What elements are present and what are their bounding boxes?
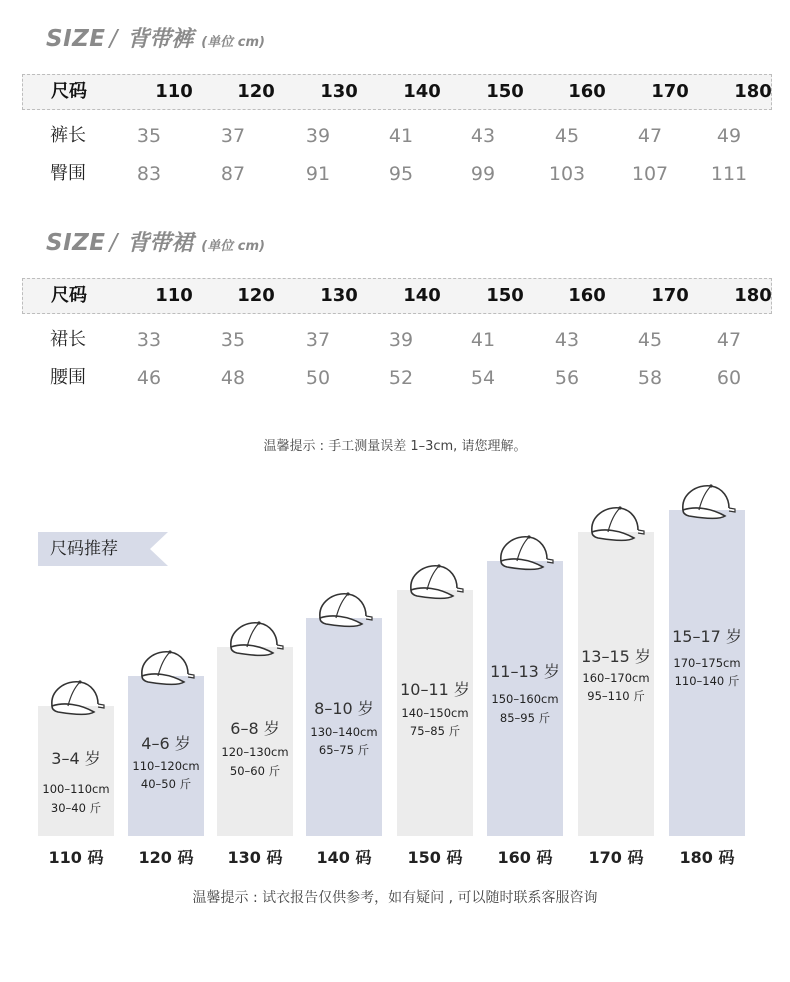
size-column-110 xyxy=(38,706,114,836)
value-cell: 107 xyxy=(631,163,669,185)
value-cell: 43 xyxy=(554,329,580,351)
size-header-row xyxy=(22,278,772,314)
cap-icon xyxy=(44,676,110,720)
value-cell: 111 xyxy=(710,163,748,185)
product-name: 背带裤 xyxy=(127,27,194,52)
value-cell: 35 xyxy=(220,329,246,351)
height-range: 170–175cm xyxy=(673,656,741,670)
size-cell: 160 xyxy=(568,285,606,306)
height-range: 150–160cm xyxy=(491,692,559,706)
size-column-160 xyxy=(487,561,563,836)
title-slash: / xyxy=(109,230,118,256)
value-cell: 47 xyxy=(637,125,663,147)
value-cell: 103 xyxy=(548,163,586,185)
size-cell: 130 xyxy=(320,285,358,306)
age-range: 8–10 岁 xyxy=(314,699,374,718)
value-cell: 47 xyxy=(716,329,742,351)
value-cell: 43 xyxy=(470,125,496,147)
size-column-180 xyxy=(669,510,745,836)
value-cell: 83 xyxy=(136,163,162,185)
weight-range: 40–50 斤 xyxy=(140,777,192,791)
cap-icon xyxy=(675,480,741,524)
size-label: 170 码 xyxy=(588,848,644,867)
measure-tip: 温馨提示 : 手工测量误差 1–3cm, 请您理解。 xyxy=(263,439,527,454)
size-cell: 110 xyxy=(155,81,193,102)
size-column-170 xyxy=(578,532,654,836)
size-label: 180 码 xyxy=(679,848,735,867)
value-cell: 87 xyxy=(220,163,246,185)
header-label: 尺码 xyxy=(51,285,87,306)
value-cell: 37 xyxy=(305,329,331,351)
size-cell: 150 xyxy=(486,81,524,102)
value-cell: 95 xyxy=(388,163,414,185)
size-column-120 xyxy=(128,676,204,836)
size-label: 110 码 xyxy=(48,848,104,867)
weight-range: 85–95 斤 xyxy=(499,711,551,725)
age-range: 3–4 岁 xyxy=(51,749,101,768)
product-name: 背带裙 xyxy=(127,231,194,256)
row-label: 裤长 xyxy=(50,125,86,146)
value-cell: 52 xyxy=(388,367,414,389)
value-cell: 99 xyxy=(470,163,496,185)
value-cell: 35 xyxy=(136,125,162,147)
size-cell: 140 xyxy=(403,81,441,102)
weight-range: 95–110 斤 xyxy=(587,689,645,703)
row-label: 腰围 xyxy=(50,367,86,388)
size-word: SIZE xyxy=(46,26,106,52)
size-label: 160 码 xyxy=(497,848,553,867)
value-cell: 37 xyxy=(220,125,246,147)
header-label: 尺码 xyxy=(51,81,87,102)
value-cell: 60 xyxy=(716,367,742,389)
value-cell: 48 xyxy=(220,367,246,389)
value-cell: 54 xyxy=(470,367,496,389)
value-cell: 45 xyxy=(554,125,580,147)
size-cell: 110 xyxy=(155,285,193,306)
height-range: 100–110cm xyxy=(42,782,110,796)
table-row xyxy=(22,121,772,151)
size-cell: 120 xyxy=(237,81,275,102)
size-cell: 160 xyxy=(568,81,606,102)
age-range: 4–6 岁 xyxy=(141,734,191,753)
value-cell: 39 xyxy=(305,125,331,147)
unit-label: (单位 cm) xyxy=(201,239,265,254)
size-column-150 xyxy=(397,590,473,836)
cap-icon xyxy=(493,531,559,575)
cap-icon xyxy=(223,617,289,661)
table-row xyxy=(22,325,772,355)
size-cell: 140 xyxy=(403,285,441,306)
size-column-140 xyxy=(306,618,382,836)
age-range: 6–8 岁 xyxy=(230,719,280,738)
age-range: 15–17 岁 xyxy=(672,627,742,646)
value-cell: 58 xyxy=(637,367,663,389)
size-cell: 180 xyxy=(734,81,772,102)
recommend-title: 尺码推荐 xyxy=(50,539,118,559)
table-title-overalls xyxy=(46,22,265,53)
value-cell: 45 xyxy=(637,329,663,351)
row-label: 裙长 xyxy=(50,329,86,350)
weight-range: 50–60 斤 xyxy=(229,764,281,778)
weight-range: 65–75 斤 xyxy=(318,743,370,757)
recommend-tag xyxy=(38,532,168,566)
size-cell: 120 xyxy=(237,285,275,306)
height-range: 110–120cm xyxy=(132,759,200,773)
cap-icon xyxy=(584,502,650,546)
cap-icon xyxy=(134,646,200,690)
cap-icon xyxy=(403,560,469,604)
weight-range: 30–40 斤 xyxy=(50,801,102,815)
height-range: 130–140cm xyxy=(310,725,378,739)
size-label: 120 码 xyxy=(138,848,194,867)
age-range: 13–15 岁 xyxy=(581,647,651,666)
table-title-dress xyxy=(46,226,265,257)
size-header-row xyxy=(22,74,772,110)
value-cell: 91 xyxy=(305,163,331,185)
size-cell: 130 xyxy=(320,81,358,102)
value-cell: 39 xyxy=(388,329,414,351)
value-cell: 41 xyxy=(388,125,414,147)
age-range: 10–11 岁 xyxy=(400,680,470,699)
value-cell: 33 xyxy=(136,329,162,351)
unit-label: (单位 cm) xyxy=(201,35,265,50)
weight-range: 110–140 斤 xyxy=(674,674,740,688)
height-range: 140–150cm xyxy=(401,706,469,720)
age-range: 11–13 岁 xyxy=(490,662,560,681)
value-cell: 50 xyxy=(305,367,331,389)
size-word: SIZE xyxy=(46,230,106,256)
height-range: 160–170cm xyxy=(582,671,650,685)
report-tip: 温馨提示 : 试衣报告仅供参考，如有疑问 , 可以随时联系客服咨询 xyxy=(192,890,598,906)
value-cell: 41 xyxy=(470,329,496,351)
value-cell: 49 xyxy=(716,125,742,147)
title-slash: / xyxy=(109,26,118,52)
value-cell: 46 xyxy=(136,367,162,389)
size-cell: 170 xyxy=(651,285,689,306)
table-row xyxy=(22,159,772,189)
size-cell: 150 xyxy=(486,285,524,306)
size-cell: 180 xyxy=(734,285,772,306)
size-cell: 170 xyxy=(651,81,689,102)
table-row xyxy=(22,363,772,393)
size-label: 130 码 xyxy=(227,848,283,867)
size-label: 140 码 xyxy=(316,848,372,867)
row-label: 臀围 xyxy=(50,163,86,184)
weight-range: 75–85 斤 xyxy=(409,724,461,738)
size-label: 150 码 xyxy=(407,848,463,867)
cap-icon xyxy=(312,588,378,632)
value-cell: 56 xyxy=(554,367,580,389)
height-range: 120–130cm xyxy=(221,745,289,759)
size-column-130 xyxy=(217,647,293,836)
